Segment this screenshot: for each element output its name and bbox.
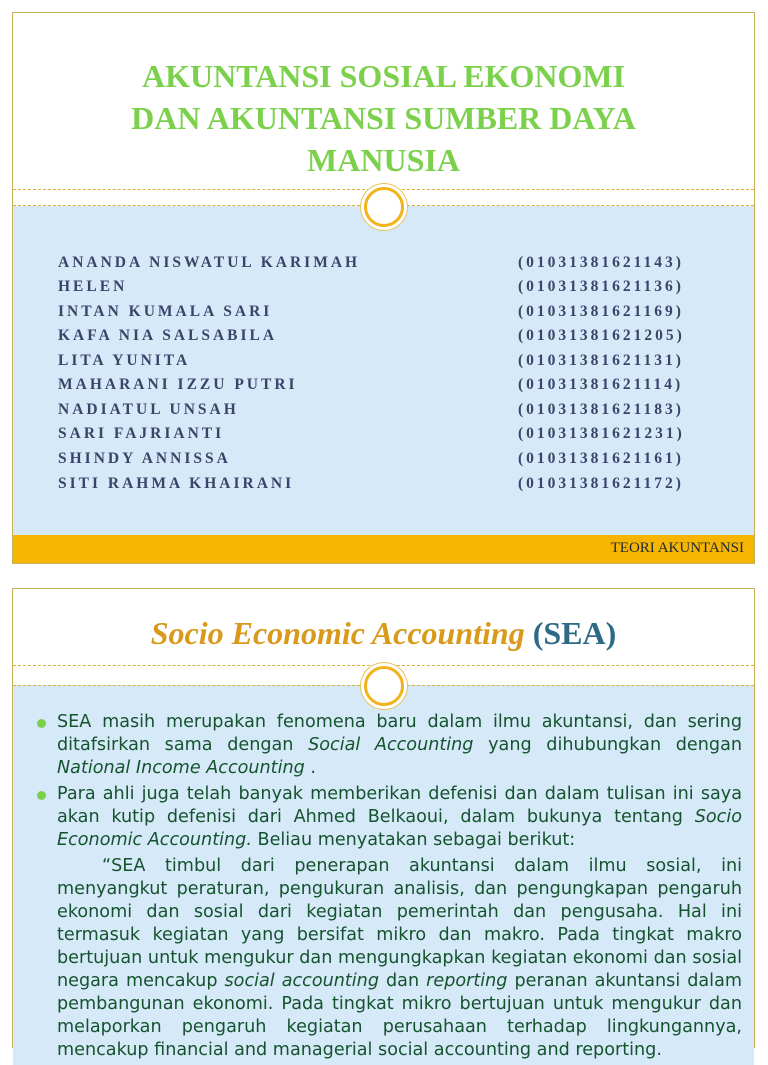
text-run: Socio Economic Accounting. [57,807,742,850]
slide-1 [12,12,755,564]
member-nim: (01031381621114) [518,376,684,393]
member-nim: (01031381621169) [518,303,684,320]
member-name: KAFA NIA SALSABILA [58,327,278,344]
text-run: Beliau menyatakan sebagai berikut: [251,830,576,850]
member-nim: (01031381621205) [518,327,685,344]
slide-2-title [13,615,754,652]
member-row [58,425,685,449]
text-run: social accounting [224,971,379,991]
text-run: peranan akuntansi dalam pembangunan ekonomi. Pada tingkat mikro bertujuan untuk mengukur dan melaporkan pengaruh kegiatan perusahaan terhadap lingkungannya, mencakup financial and managerial social accounting and reporting. [57,971,742,1060]
member-row [58,401,684,425]
member-name: ANANDA NISWATUL KARIMAH [58,254,361,271]
text-run: National Income Accounting [57,758,305,778]
footer-label: TEORI AKUNTANSI [610,540,744,556]
bullet-item [35,711,742,780]
member-nim: (01031381621183) [518,401,684,418]
member-nim: (01031381621172) [518,475,684,492]
title-line: MANUSIA [307,142,460,178]
text-run: Para ahli juga telah banyak memberikan defenisi dan dalam tulisan ini saya akan kutip defenisi dari Ahmed Belkaoui, dalam bukunya tentang [57,784,742,827]
member-row [58,278,684,302]
member-name: HELEN [58,278,128,295]
text-run: yang dihubungkan dengan [473,735,743,755]
slide-2 [12,588,755,1060]
member-row [58,352,684,376]
text-run: reporting [426,971,508,991]
member-row [58,475,684,499]
member-nim: (01031381621143) [518,254,684,271]
title-line: DAN AKUNTANSI SUMBER DAYA [131,100,636,136]
member-nim: (01031381621136) [518,278,684,295]
footer-bar [13,535,754,563]
member-row [58,303,684,327]
text-run: . [304,758,316,778]
ring-ornament-icon [364,666,404,706]
content-body [35,711,742,1062]
member-row [58,450,684,474]
member-nim: (01031381621161) [518,450,684,467]
member-name: INTAN KUMALA SARI [58,303,273,320]
bullet-item [35,783,742,852]
title-line: AKUNTANSI SOSIAL EKONOMI [141,58,626,94]
bullet-icon [37,791,46,800]
quote-paragraph [35,855,742,1062]
text-run: SEA masih merupakan fenomena baru dalam ilmu akuntansi, dan sering ditafsirkan sama dengan [57,712,742,755]
bullet-icon [37,719,46,728]
member-row [58,327,685,351]
member-row [58,254,684,278]
text-run: dan [379,971,427,991]
member-row [58,376,684,400]
member-name: NADIATUL UNSAH [58,401,239,418]
member-name: SHINDY ANNISSA [58,450,231,467]
title-italic: Socio Economic Accounting [150,615,525,651]
member-nim: (01031381621131) [518,352,684,369]
member-nim: (01031381621231) [518,425,685,442]
text-run: Social Accounting [308,735,474,755]
ring-ornament-icon [364,187,404,227]
member-name: SARI FAJRIANTI [58,425,225,442]
text-run: “SEA timbul dari penerapan akuntansi dalam ilmu sosial, ini menyangkut peraturan, pengukuran analisis, dan pengungkapan pengaruh ekonomi dan sosial dari kegiatan pemerintah dan pengusaha. Hal ini termasuk kegiatan yang bersifat mikro dan makro. Pada tingkat makro bertujuan untuk mengukur dan mengungkapkan kegiatan ekonomi dan sosial negara mencakup [57,856,742,991]
title-rest: (SEA) [524,615,617,651]
slide-1-title [13,55,754,181]
member-name: MAHARANI IZZU PUTRI [58,376,298,393]
member-name: SITI RAHMA KHAIRANI [58,475,295,492]
member-name: LITA YUNITA [58,352,191,369]
title-area [13,13,754,206]
